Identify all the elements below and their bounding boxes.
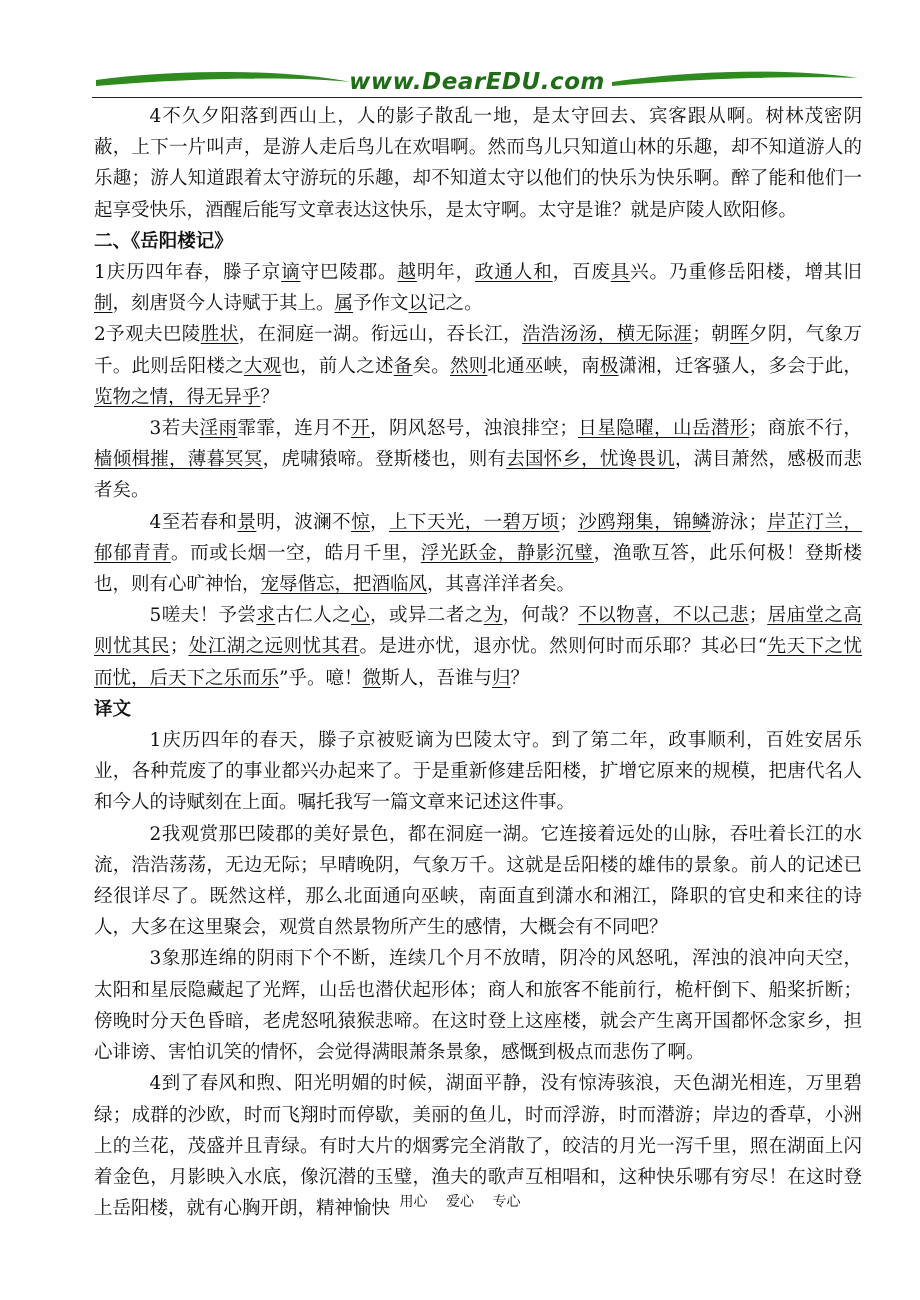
text-run: 守巴陵郡。 [300,262,398,284]
text-run: ，刻唐贤今人诗赋于其上。 [112,293,335,315]
text-run: ；商旅不行， [748,418,862,440]
underlined-term: 大观 [243,355,282,377]
text-run: ？ [260,386,280,408]
translation-title: 译文 [94,698,132,720]
underlined-term: 宠辱偕忘，把酒临风 [260,574,428,596]
text-run: ，或异二者之 [370,605,484,627]
underlined-term: 归 [492,667,511,689]
underlined-term: 处江湖之远则忧其君 [188,636,360,658]
text-run: ”乎。噫！ [279,667,363,689]
original-p5 [94,600,862,694]
text-run: ，满目萧然，感极而悲者矣。 [94,449,862,502]
site-header [92,66,862,100]
underlined-term: 日星隐曜，山岳潜形 [577,418,749,440]
underlined-term: 谪 [281,262,301,284]
underlined-term: 樯倾楫摧，薄暮冥冥 [94,449,263,471]
text-run: 4至若春和 [149,511,238,533]
underlined-term: 属 [334,293,354,315]
text-run: ，阴风怒号，浊浪排空； [370,418,578,440]
text-run: 游泳； [710,511,768,533]
translation-p4: 4到了春风和煦、阳光明媚的时候，湖面平静，没有惊涛骇浪，天色湖光相连，万里碧绿；成群的沙欧，时而飞翔时而停歇，美丽的鱼儿，时而浮游，时而潜游；岸边的香草，小洲上的兰花，茂盛并且青绿。有时大片的烟雾完全消散了，皎洁的月光一泻千里，照在湖面上闪着金色，月影映入水底，像沉潜的玉璧，渔夫的歌声互相唱和，这种快乐哪有穷尽！在这时登上岳阳楼，就有心胸开朗，精神愉快 [94,1073,862,1220]
underlined-term: 先天下之忧而忧，后天下之乐而乐 [94,636,862,689]
text-run: 霏霏，连月不 [237,418,352,440]
underlined-term: 然则 [449,355,488,377]
underlined-term: 景 [237,511,257,533]
text-run: 。是进亦忧，退亦忧。然则何时而乐耶？其必曰“ [359,636,768,658]
text-run: 斯人，吾谁与 [381,667,493,689]
underlined-term: 不以物喜，不以己悲 [578,605,749,627]
document-body [94,101,862,1224]
text-run: 明，波澜不 [256,511,352,533]
original-p3 [94,413,862,507]
text-run: 2予观夫巴陵 [94,324,201,346]
underlined-term: 淫雨 [199,418,238,440]
underlined-term: 晖 [730,324,749,346]
underlined-term: 居庙堂之高则忧其民 [94,605,862,658]
page-footer: 用心 爱心 专心 [399,1194,521,1210]
text-run: 5嗟夫！予尝 [149,605,257,627]
underlined-term: 微 [362,667,381,689]
zuiwengting-translation-p4: 4不久夕阳落到西山上，人的影子散乱一地，是太守回去、宾客跟从啊。树林茂密阴蔽，上下一片叫声，是游人走后鸟儿在欢唱啊。然而鸟儿只知道山林的乐趣，却不知道游人的乐趣；游人知道跟着太守游玩的乐趣，却不知道太守以他们的快乐为快乐啊。醉了能和他们一起享受快乐，酒醒后能写文章表达这快乐，是太守啊。太守是谁？就是庐陵人欧阳修。 [94,106,862,221]
translation-p1: 1庆历四年的春天，滕子京被贬谪为巴陵太守。到了第二年，政事顺利，百姓安居乐业，各种荒废了的事业都兴办起来了。于是重新修建岳阳楼，扩增它原来的规模，把唐代名人和今人的诗赋刻在上面。嘱托我写一篇文章来记述这件事。 [94,730,862,814]
text-run: 北通巫峡，南 [487,355,600,377]
text-run: ，其喜洋洋者矣。 [427,574,576,596]
underlined-term: 政通人和 [475,262,553,284]
text-run: ，百废 [552,262,611,284]
text-run: ， [370,511,389,533]
text-run: ；朝 [692,324,731,346]
translation-p2: 2我观赏那巴陵郡的美好景色，都在洞庭一湖。它连接着远处的山脉，吞吐着长江的水流，浩浩荡荡，无边无际；早晴晚阴，气象万千。这就是岳阳楼的雄伟的景象。前人的记述已经很详尽了。既然这样，那么北面通向巫峡，南面直到潇水和湘江，降职的官史和来往的诗人，大多在这里聚会，观赏自然景物所产生的感情，大概会有不同吧？ [94,823,862,939]
site-logo[interactable]: www.DearEDU.com [349,69,605,95]
text-run: 夕阴，气象万千。此则岳阳楼之 [94,324,862,377]
underlined-term: 沙鸥翔集，锦鳞 [577,511,711,533]
text-run: ，在洞庭一湖。衔远山，吞长江， [238,324,523,346]
underlined-term: 制 [94,293,113,315]
underlined-term: 备 [393,355,413,377]
text-run: 潇湘，迁客骚人，多会于此， [618,355,862,377]
text-run: 兴。乃重修岳阳楼，增其旧 [630,262,862,284]
underlined-term: 求 [256,605,276,627]
underlined-term: 岸芷汀兰，郁郁青青 [94,511,862,564]
underlined-term: 浩浩汤汤，横无际涯 [522,324,693,346]
header-divider [92,97,862,98]
text-run: ，虎啸猿啼。登斯楼也，则有 [262,449,507,471]
text-run: 3若夫 [149,418,200,440]
text-run: ； [748,605,768,627]
original-p4 [94,507,862,601]
text-run: ； [169,636,189,658]
text-run: ？ [510,667,530,689]
underlined-term: 开 [351,418,371,440]
text-run: 古仁人之 [275,605,352,627]
underlined-term: 极 [599,355,619,377]
text-run: ，何哉？ [502,605,579,627]
translation-p3: 3象那连绵的阴雨下个不断，连续几个月不放晴，阴冷的风怒吼，浑浊的浪冲向天空，太阳和星辰隐藏起了光辉，山岳也潜伏起形体；商人和旅客不能前行，桅杆倒下、船桨折断；傍晚时分天色昏暗，老虎怒吼猿猴悲啼。在这时登上这座楼，就会产生离开国都怀念家乡，担心诽谤、害怕讥笑的情怀，会觉得满眼萧条景象，感慨到极点而悲伤了啊。 [94,948,862,1064]
text-run: 1庆历四年春，滕子京 [94,262,282,284]
underlined-term: 览物之情，得无异乎 [94,386,261,408]
underlined-term: 心 [351,605,371,627]
underlined-term: 为 [483,605,503,627]
underlined-term: 去国怀乡，忧谗畏讥 [506,449,675,471]
original-p2 [94,319,862,413]
text-run: 明年， [416,262,476,284]
underlined-term: 浮光跃金，静影沉璧 [420,542,594,564]
text-run: 矣。 [412,355,450,377]
text-run: 也，前人之述 [281,355,394,377]
text-run: 。而或长烟一空，皓月千里， [170,542,421,564]
underlined-term: 以 [408,293,428,315]
underlined-term: 惊 [351,511,371,533]
text-run: ，渔歌互答，此乐何极！登斯楼也，则有心旷神怡， [94,542,862,596]
original-p1 [94,257,862,319]
underlined-term: 具 [610,262,631,284]
underlined-term: 越 [397,262,417,284]
underlined-term: 上下天光，一碧万顷 [388,511,560,533]
section-title-yueyanglouji: 二、《岳阳楼记》 [94,230,233,252]
text-run: 记之。 [427,293,483,315]
text-run: 予作文 [353,293,409,315]
text-run: ； [559,511,578,533]
underlined-term: 胜状 [200,324,239,346]
